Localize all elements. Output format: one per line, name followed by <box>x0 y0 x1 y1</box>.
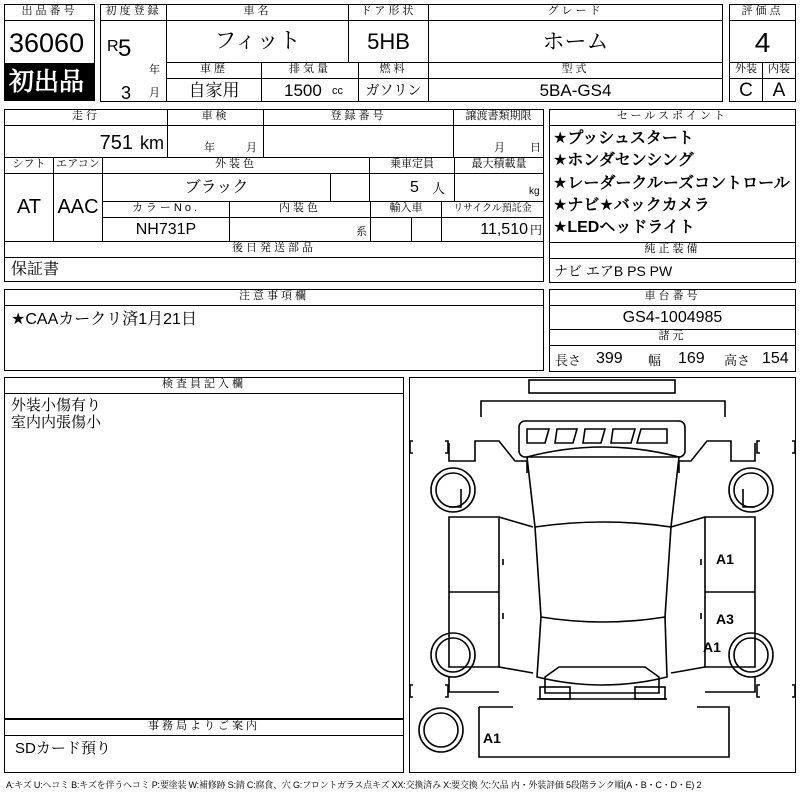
shift-value: AT <box>16 196 42 218</box>
sales-point-item: ★ホンダセンシング <box>553 152 694 169</box>
interior-grade-value: A <box>772 80 786 101</box>
inspection-box <box>167 125 264 158</box>
color-no-value: NH731P <box>135 221 197 238</box>
month-unit: 月 <box>149 87 160 99</box>
import-label: 輸入車 <box>370 201 442 218</box>
notes-label: 注意事項欄 <box>4 289 544 306</box>
later-parts-label: 後日発送部品 <box>4 241 544 258</box>
lot-no-box <box>4 20 95 64</box>
ac-value: AAC <box>57 196 99 218</box>
import-box-a <box>370 217 412 242</box>
color-no-label: カラーNo. <box>102 201 230 218</box>
length-label: 長さ <box>555 353 582 368</box>
reg-no-label: 登録番号 <box>263 109 454 126</box>
shift-label: シフト <box>4 157 54 174</box>
damage-mark-right-rear-door: A3 <box>716 611 734 627</box>
damage-mark-rear-bumper: A1 <box>483 730 501 746</box>
max-load-label: 最大積載量 <box>454 157 544 174</box>
interior-color-box <box>229 217 371 242</box>
exterior-color-label: 外装色 <box>102 157 370 174</box>
notes-value: ★CAAカークリ済1月21日 <box>11 311 197 328</box>
capacity-box <box>369 173 455 202</box>
model-code-value: 5BA-GS4 <box>539 81 612 100</box>
length-value: 399 <box>596 350 623 367</box>
history-box <box>166 78 262 102</box>
transfer-deadline-label: 譲渡書類期限 <box>453 109 544 126</box>
deadline-month-unit: 月 <box>494 142 505 154</box>
car-name-label: 車名 <box>166 4 349 21</box>
inspector-label: 検査員記入欄 <box>4 377 404 394</box>
exterior-grade-box <box>729 78 763 102</box>
inspection-label: 車検 <box>167 109 264 126</box>
cc-unit: cc <box>332 85 343 97</box>
damage-mark-right-front-door: A1 <box>716 551 734 567</box>
reg-year-value: 5 <box>118 35 132 62</box>
model-code-box <box>428 78 723 102</box>
color-no-box <box>102 217 230 242</box>
exterior-grade-label: 外装 <box>729 62 763 79</box>
inspector-note: 外装小傷有り <box>11 397 102 414</box>
height-label: 高さ <box>724 353 751 368</box>
max-load-box <box>454 173 544 202</box>
era-mark: R <box>107 38 119 55</box>
later-parts-value: 保証書 <box>11 261 60 278</box>
specs-label: 諸元 <box>549 329 796 346</box>
first-reg-box <box>100 20 167 102</box>
lot-no-value: 36060 <box>9 28 85 58</box>
history-value: 自家用 <box>188 81 240 100</box>
people-unit: 人 <box>432 181 446 196</box>
width-label: 幅 <box>648 353 662 368</box>
kei-unit: 系 <box>356 226 367 238</box>
interior-grade-label: 内装 <box>762 62 796 79</box>
door-box <box>348 20 429 63</box>
car-name-value: フィット <box>214 28 301 53</box>
office-box <box>4 735 404 773</box>
first-listing-badge <box>4 63 95 101</box>
width-value: 169 <box>678 350 705 367</box>
displacement-label: 排気量 <box>261 62 359 79</box>
fuel-value: ガソリン <box>365 82 422 98</box>
office-value: SDカード預り <box>15 740 111 757</box>
capacity-label: 乗車定員 <box>369 157 455 174</box>
transfer-deadline-box <box>453 125 544 158</box>
score-label: 評価点 <box>729 4 796 21</box>
reg-month-value: 3 <box>121 83 132 103</box>
grade-label: グレード <box>428 4 723 21</box>
mileage-box <box>4 125 168 158</box>
specs-box <box>549 345 796 372</box>
car-diagram-drawing <box>409 377 796 773</box>
reg-no-box <box>263 125 454 158</box>
history-label: 車歴 <box>166 62 262 79</box>
ac-label: エアコン <box>53 157 103 174</box>
recycle-box <box>441 217 544 242</box>
first-listing-label: 初出品 <box>9 68 85 96</box>
sales-point-item: ★LEDヘッドライト <box>553 219 695 236</box>
fuel-label: 燃料 <box>358 62 429 79</box>
mileage-label: 走行 <box>4 109 168 126</box>
exterior-color-extra <box>330 173 370 202</box>
recycle-value: 11,510 <box>480 221 528 238</box>
later-parts-box <box>4 257 544 282</box>
kg-unit: kg <box>529 186 540 197</box>
lot-no-label: 出品番号 <box>4 4 95 21</box>
legend-text: A:キズ U:ヘコミ B:キズを伴うヘコミ P:要塗装 W:補修跡 S:錆 C:腐食、穴 G:フロントガラス点キズ XX:交換済み X:要交換 欠:欠品 内・外装評価 5段階ランク順(A・B・C・D・E) 2 <box>6 780 702 790</box>
score-value: 4 <box>754 27 771 58</box>
genuine-equip-box <box>549 258 796 283</box>
year-unit: 年 <box>149 64 160 76</box>
inspection-year-unit: 年 <box>204 142 215 154</box>
grade-box <box>428 20 723 63</box>
sales-points-box <box>549 125 796 243</box>
capacity-value: 5 <box>410 179 419 196</box>
exterior-color-box <box>102 173 331 202</box>
car-name-box <box>166 20 349 63</box>
damage-mark-right-rear-fender: A1 <box>703 639 721 655</box>
model-code-label: 型式 <box>428 62 723 79</box>
chassis-box <box>549 305 796 330</box>
score-box <box>729 20 796 63</box>
office-label: 事務局よりご案内 <box>4 719 404 736</box>
first-reg-label: 初度登録 <box>100 4 167 21</box>
genuine-equip-value: ナビ エアB PS PW <box>554 263 673 279</box>
sales-point-item: ★プッシュスタート <box>553 130 694 147</box>
grade-value: ホーム <box>542 29 609 54</box>
fuel-box <box>358 78 429 102</box>
door-label: ドア形状 <box>348 4 429 21</box>
recycle-label: リサイクル預託金 <box>441 201 544 218</box>
exterior-grade-value: C <box>739 80 753 101</box>
chassis-value: GS4-1004985 <box>622 309 723 326</box>
mileage-value: 751 <box>99 132 133 154</box>
door-value: 5HB <box>367 29 410 54</box>
sales-points-label: セールスポイント <box>549 109 796 126</box>
exterior-color-value: ブラック <box>184 179 249 196</box>
height-value: 154 <box>762 350 789 367</box>
inspector-box <box>4 393 404 719</box>
ac-box <box>53 173 103 242</box>
sales-point-item: ★ナビ★バックカメラ <box>553 197 710 214</box>
inspector-note: 室内内張傷小 <box>11 414 102 431</box>
km-unit: km <box>140 133 164 153</box>
sales-point-item: ★レーダークルーズコントロール <box>553 175 790 192</box>
inspection-month-unit: 月 <box>246 142 257 154</box>
displacement-value: 1500 <box>284 81 322 100</box>
displacement-box <box>261 78 359 102</box>
yen-unit: 円 <box>530 223 543 237</box>
interior-grade-box <box>762 78 796 102</box>
deadline-day-unit: 日 <box>530 142 541 154</box>
notes-box <box>4 305 544 371</box>
import-box-b <box>411 217 442 242</box>
shift-box <box>4 173 54 242</box>
genuine-equip-label: 純正装備 <box>549 242 796 259</box>
chassis-label: 車台番号 <box>549 289 796 306</box>
interior-color-label: 内装色 <box>229 201 371 218</box>
